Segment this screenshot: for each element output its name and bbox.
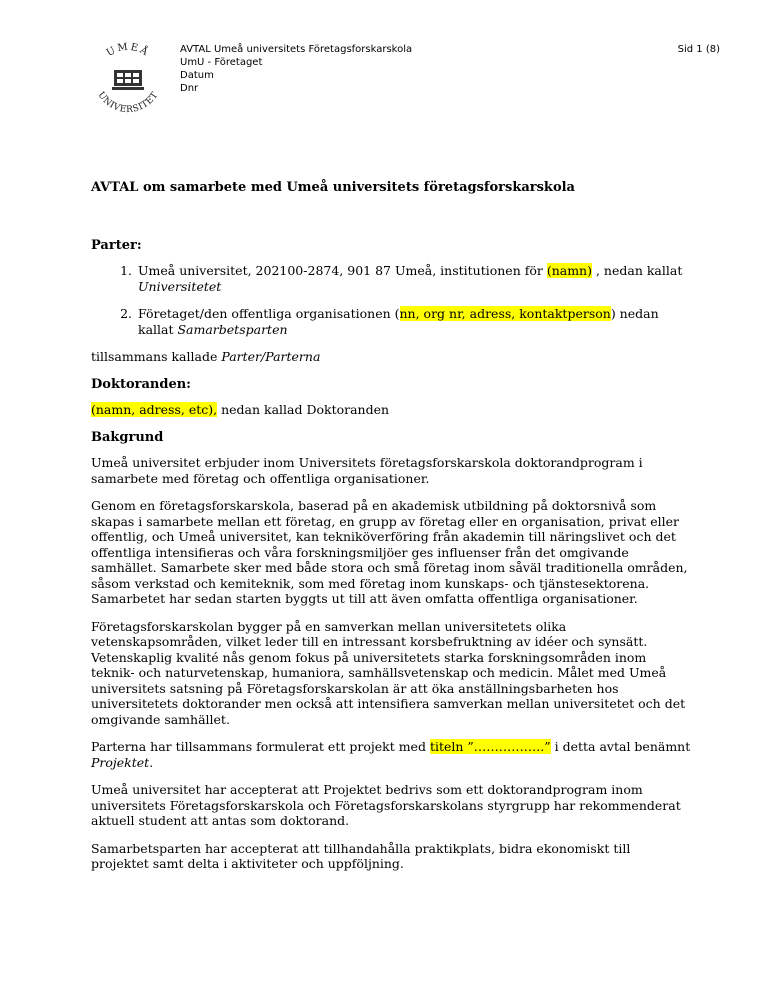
header-date-label: Datum	[180, 70, 214, 81]
placeholder-company-details: nn, org nr, adress, kontaktperson	[399, 306, 611, 321]
parties-collective	[91, 349, 691, 365]
background-paragraph-1: Umeå universitet erbjuder inom Universitets företagsforskarskola doktorandprogram i samarbete med företag och offentliga organisationer.	[91, 455, 643, 486]
header-parties: UmU - Företaget	[180, 57, 263, 68]
svg-text:UNIVERSITET: UNIVERSITET	[95, 90, 161, 116]
placeholder-institution-name: (namn)	[546, 263, 592, 278]
doctoral-student-line	[91, 402, 691, 418]
header-doc-type: AVTAL Umeå universitets Företagsforskarskola	[180, 44, 413, 55]
svg-text:UMEÅ: UMEÅ	[104, 41, 152, 60]
background-paragraph-6: Samarbetsparten har accepterat att tillhandahålla praktikplats, bidra ekonomiskt till projektet samt delta i aktiviteter och uppföljning.	[91, 840, 631, 871]
section-heading-parter: Parter:	[91, 237, 142, 253]
party-1-alias: Universitetet	[138, 278, 222, 294]
project-alias: Projektet	[91, 754, 150, 770]
section-heading-bakgrund: Bakgrund	[91, 429, 164, 445]
background-paragraph-4	[91, 739, 691, 770]
party-2-suffix: ) nedan kallat	[138, 306, 659, 337]
document-title: AVTAL om samarbete med Umeå universitets företagsforskarskola	[91, 180, 575, 195]
page-number: Sid 1 (8)	[677, 44, 720, 55]
placeholder-student-details: (namn, adress, etc),	[91, 402, 218, 417]
p4-end: .	[149, 754, 154, 770]
background-paragraph-3: Företagsforskarskolan bygger på en samverkan mellan universitetets olika vetenskapsområden, vilket leder till en intressant korsbefruktning av idéer och synsätt. Vetenskaplig kvalité nås genom fokus på universitetets starka forskningsområden inom teknik- och naturvetenskap, humaniora, samhällsvetenskap och medicin. Målet med Umeå universitets satsning på Företagsforskarskolan är att öka anställningsbarheten hos universitetets doktorander men också att intensifiera samverkan mellan universitetet och det omgivande samhället.	[91, 618, 686, 727]
document-header	[180, 43, 412, 95]
background-paragraph-2: Genom en företagsforskarskola, baserad på en akademisk utbildning på doktorsnivå som skapas i samarbete mellan ett företag, en grupp av företag eller en organisation, privat eller offentlig, och Umeå universitet, kan tekniköverföring från akademin till näringslivet och det offentliga intensifieras och våra forskningsmiljöer ges influenser från det omgivande samhället. Samarbete sker med både stora och små företag inom såväl traditionella områden, såsom verkstad och kemiteknik, som med företag inom kunskaps- och tjänstesektorena. Samarbetet har sedan starten byggts ut till att även omfatta offentliga organisationer.	[91, 498, 688, 606]
party-2-alias: Samarbetsparten	[177, 321, 288, 337]
party-item-company	[136, 306, 691, 337]
collective-alias: Parter/Parterna	[221, 349, 321, 364]
student-alias-text: nedan kallad Doktoranden	[217, 402, 390, 417]
party-1-text: Umeå universitet, 202100-2874, 901 87 Umeå, institutionen för	[138, 263, 547, 278]
section-heading-doktoranden: Doktoranden:	[91, 376, 191, 392]
document-body	[91, 180, 691, 884]
p4-text: Parterna har tillsammans formulerat ett projekt med	[91, 739, 430, 754]
party-1-suffix: , nedan kallat	[592, 263, 683, 278]
collective-text: tillsammans kallade	[91, 349, 222, 364]
university-seal-logo	[86, 38, 170, 122]
party-item-university	[136, 263, 691, 294]
parties-list	[91, 263, 691, 337]
party-2-text: Företaget/den offentliga organisationen (	[138, 306, 400, 321]
header-dnr-label: Dnr	[180, 83, 199, 94]
placeholder-project-title: titeln ”……………..”	[429, 739, 551, 754]
background-paragraph-5: Umeå universitet har accepterat att Projektet bedrivs som ett doktorandprogram inom universitets Företagsforskarskola och Företagsforskarskolans styrgrupp har rekommenderat aktuell student att antas som doktorand.	[91, 782, 681, 828]
p4-suffix: i detta avtal benämnt	[550, 739, 691, 754]
